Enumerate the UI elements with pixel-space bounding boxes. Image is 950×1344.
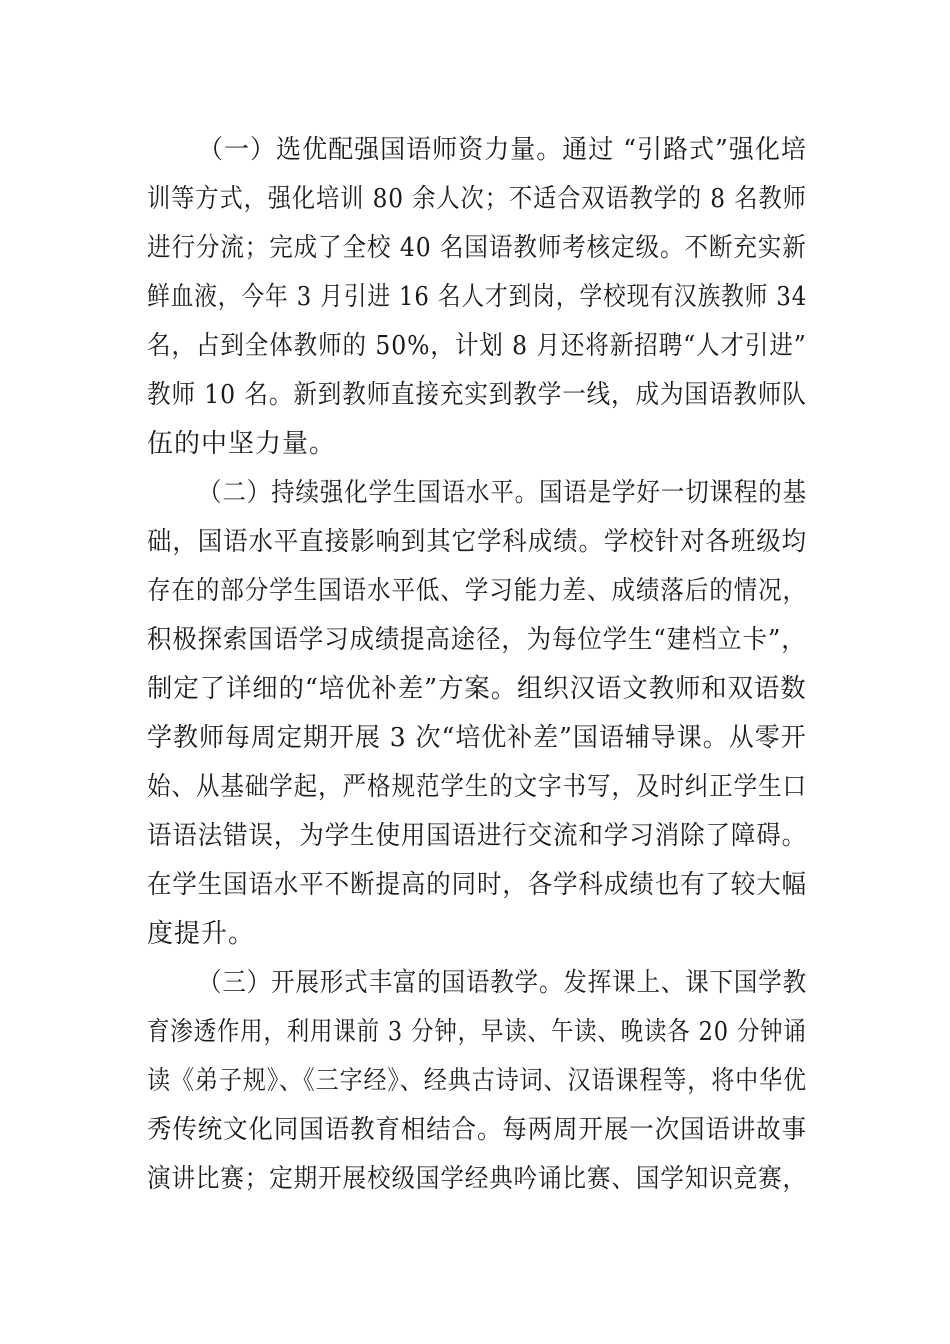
paragraph-3-line-4: 秀传统文化同国语教育相结合。每两周开展一次国语讲故事 (147, 1115, 808, 1145)
paragraph-3-line-3: 读《弟子规》、《三字经》、经典古诗词、汉语课程等，将中华优 (147, 1066, 808, 1096)
paragraph-2-line-2: 础，国语水平直接影响到其它学科成绩。学校针对各班级均 (147, 527, 808, 557)
paragraph-1-line-1: （一）选优配强国语师资力量。通过 “引路式”强化培 (198, 135, 807, 165)
paragraph-3-line-2: 育渗透作用，利用课前 3 分钟，早读、午读、晚读各 20 分钟诵 (147, 1017, 807, 1047)
paragraph-2-line-1: （二）持续强化学生国语水平。国语是学好一切课程的基 (198, 478, 808, 508)
paragraph-3-line-1: （三）开展形式丰富的国语教学。发挥课上、课下国学教 (198, 968, 808, 998)
paragraph-2-line-4: 积极探索国语学习成绩提高途径，为每位学生“建档立卡”， (147, 625, 807, 655)
paragraph-1-line-4: 鲜血液，今年 3 月引进 16 名人才到岗，学校现有汉族教师 34 (147, 282, 808, 312)
paragraph-2-line-6: 学教师每周定期开展 3 次“培优补差”国语辅导课。从零开 (147, 723, 807, 753)
paragraph-1-line-3: 进行分流；完成了全校 40 名国语教师考核定级。不断充实新 (147, 233, 807, 263)
paragraph-2-line-3: 存在的部分学生国语水平低、学习能力差、成绩落后的情况， (147, 576, 808, 606)
paragraph-2-line-9: 在学生国语水平不断提高的同时，各学科成绩也有了较大幅 (147, 870, 808, 900)
paragraph-1-line-5: 名，占到全体教师的 50%，计划 8 月还将新招聘“人才引进” (147, 331, 807, 361)
paragraph-1-line-7: 伍的中坚力量。 (147, 429, 337, 459)
paragraph-1-line-2: 训等方式，强化培训 80 余人次；不适合双语教学的 8 名教师 (147, 184, 807, 214)
paragraph-1-line-6: 教师 10 名。新到教师直接充实到教学一线，成为国语教师队 (147, 380, 807, 410)
paragraph-2-line-5: 制定了详细的“培优补差”方案。组织汉语文教师和双语数 (147, 674, 807, 704)
paragraph-3-line-5: 演讲比赛；定期开展校级国学经典吟诵比赛、国学知识竞赛， (147, 1164, 808, 1194)
paragraph-2-line-10: 度提升。 (147, 919, 256, 949)
paragraph-2-line-8: 语语法错误，为学生使用国语进行交流和学习消除了障碍。 (147, 821, 808, 851)
paragraph-2-line-7: 始、从基础学起，严格规范学生的文字书写，及时纠正学生口 (147, 772, 808, 802)
